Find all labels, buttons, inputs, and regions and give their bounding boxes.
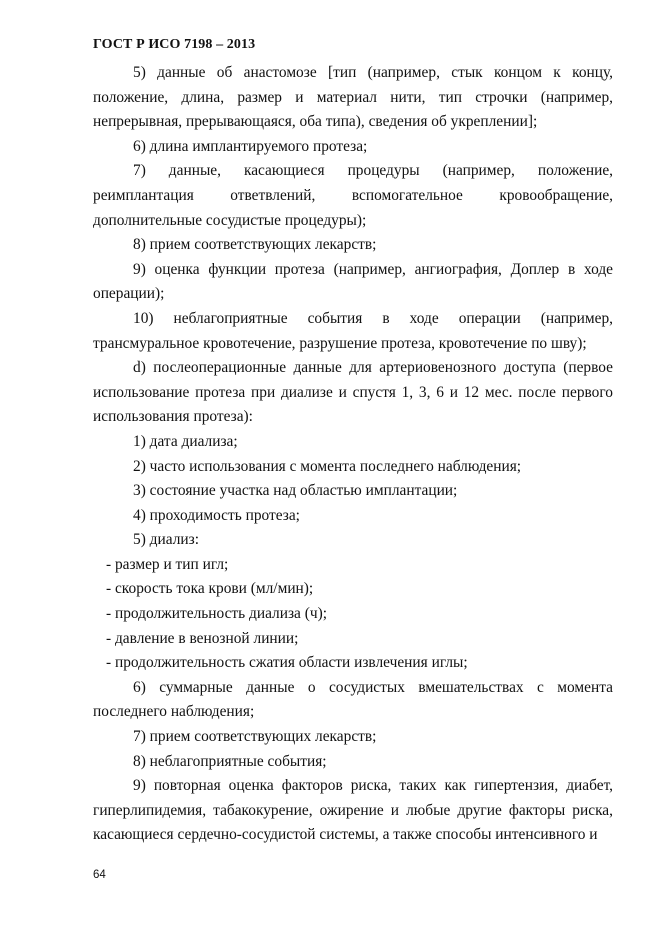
list-item: 6) длина имплантируемого протеза; — [133, 137, 368, 155]
page-number: 64 — [93, 869, 106, 881]
dash-item: - продолжительность диализа (ч); — [106, 605, 327, 623]
dash-item: - давление в венозной линии; — [106, 629, 299, 647]
document-body — [93, 61, 613, 848]
list-item: 1) дата диализа; — [133, 432, 238, 450]
list-item: 5) диализ: — [133, 531, 199, 549]
list-item: 2) часто использования с момента последнего наблюдения; — [133, 457, 522, 475]
dash-item: - скорость тока крови (мл/мин); — [106, 580, 314, 598]
dash-item: - продолжительность сжатия области извлечения иглы; — [106, 654, 468, 672]
list-item: 9) оценка функции протеза (например, ангиография, Доплер в ходе операции); — [93, 260, 613, 303]
list-item: 8) неблагоприятные события; — [133, 752, 327, 770]
dash-item: - размер и тип игл; — [106, 555, 229, 573]
list-item: 7) данные, касающиеся процедуры (например, положение, реимплантация ответвлений, вспомогательное кровообращение, дополнительные сосудистые процедуры); — [93, 162, 613, 229]
list-item: 4) проходимость протеза; — [133, 506, 300, 524]
list-item: 10) неблагоприятные события в ходе операции (например, трансмуральное кровотечение, разрушение протеза, кровотечение по шву); — [93, 309, 613, 352]
list-item: 3) состояние участка над областью имплантации; — [133, 482, 458, 500]
list-item: 5) данные об анастомозе [тип (например, стык концом к концу, положение, длина, размер и материал нити, тип строчки (например, непрерывная, прерывающаяся, оба типа), сведения об укреплении]; — [93, 64, 613, 131]
list-item: 8) прием соответствующих лекарств; — [133, 236, 377, 254]
list-item: d) послеоперационные данные для артериовенозного доступа (первое использование протеза при диализе и спустя 1, 3, 6 и 12 мес. после первого использования протеза): — [93, 359, 613, 426]
list-item: 6) суммарные данные о сосудистых вмешательствах с момента последнего наблюдения; — [93, 678, 613, 721]
document-header: ГОСТ Р ИСО 7198 – 2013 — [93, 37, 256, 52]
list-item: 7) прием соответствующих лекарств; — [133, 728, 377, 746]
list-item: 9) повторная оценка факторов риска, таких как гипертензия, диабет, гиперлипидемия, табакокурение, ожирение и любые другие факторы риска, касающиеся сердечно-сосудистой системы, а также способы интенсивного и — [93, 777, 613, 844]
